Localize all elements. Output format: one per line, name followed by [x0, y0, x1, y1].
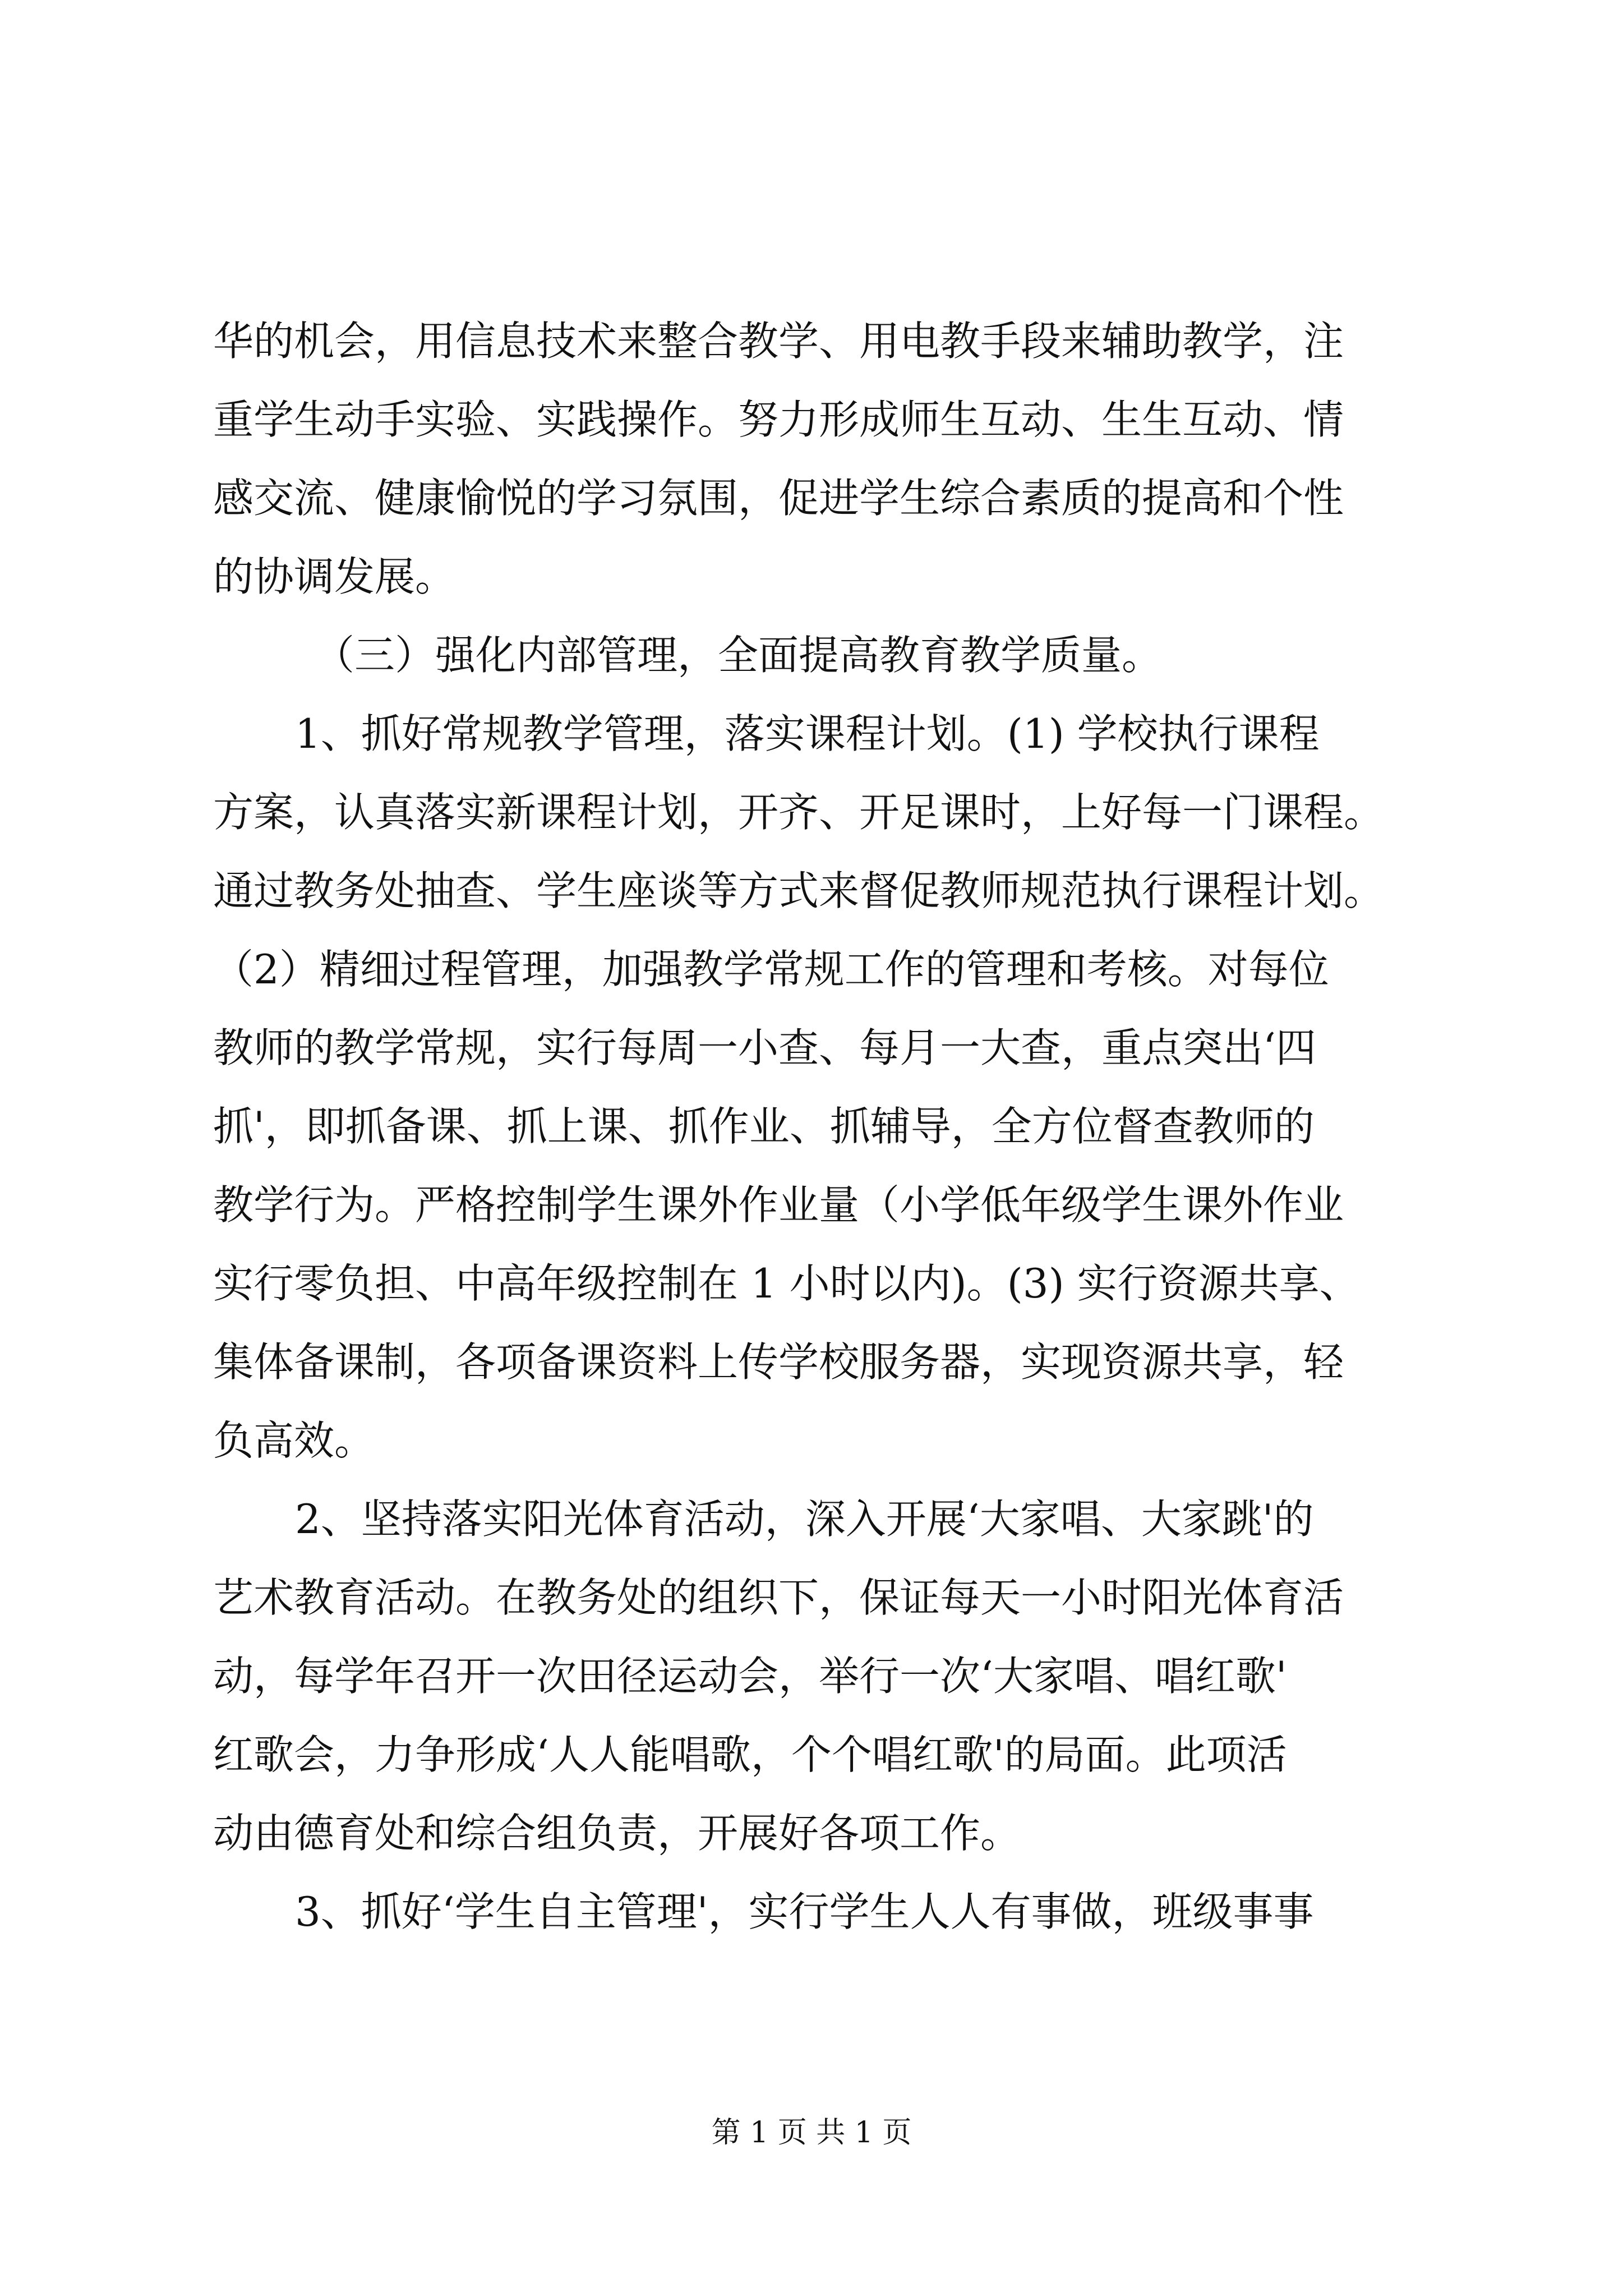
paragraph-line: 3、抓好‘学生自主管理'，实行学生人人有事做，班级事事 [295, 1888, 1314, 1935]
paragraph-line: 负高效。 [213, 1417, 375, 1464]
paragraph-line: 红歌会，力争形成‘人人能唱歌，个个唱红歌'的局面。此项活 [213, 1731, 1287, 1778]
paragraph-line: 实行零负担、中高年级控制在 1 小时以内)。(3) 实行资源共享、 [213, 1260, 1360, 1307]
section-heading: （三）强化内部管理，全面提高教育教学质量。 [314, 632, 1163, 679]
paragraph-line: 重学生动手实验、实践操作。努力形成师生互动、生生互动、情 [213, 396, 1344, 443]
paragraph-line: 的协调发展。 [213, 553, 456, 600]
page-footer: 第 1 页 共 1 页 [711, 2116, 912, 2150]
paragraph-line: 1、抓好常规教学管理，落实课程计划。(1) 学校执行课程 [295, 710, 1320, 757]
paragraph-line: （2）精细过程管理，加强教学常规工作的管理和考核。对每位 [213, 946, 1329, 993]
paragraph-line: 动，每学年召开一次田径运动会，举行一次‘大家唱、唱红歌' [213, 1653, 1287, 1700]
paragraph-line: 动由德育处和综合组负责，开展好各项工作。 [213, 1810, 1021, 1857]
paragraph-line: 通过教务处抽查、学生座谈等方式来督促教师规范执行课程计划。 [213, 867, 1385, 914]
paragraph-line: 教师的教学常规，实行每周一小查、每月一大查，重点突出‘四 [213, 1024, 1316, 1071]
paragraph-line: 教学行为。严格控制学生课外作业量（小学低年级学生课外作业 [213, 1181, 1344, 1228]
paragraph-line: 方案，认真落实新课程计划，开齐、开足课时，上好每一门课程。 [213, 789, 1385, 836]
paragraph-line: 集体备课制，各项备课资料上传学校服务器，实现资源共享，轻 [213, 1338, 1344, 1386]
paragraph-line: 感交流、健康愉悦的学习氛围，促进学生综合素质的提高和个性 [213, 475, 1344, 522]
paragraph-line: 2、坚持落实阳光体育活动，深入开展‘大家唱、大家跳'的 [295, 1496, 1314, 1543]
paragraph-line: 抓'，即抓备课、抓上课、抓作业、抓辅导，全方位督查教师的 [213, 1103, 1315, 1150]
paragraph-line: 华的机会，用信息技术来整合教学、用电教手段来辅助教学，注 [213, 318, 1344, 365]
paragraph-line: 艺术教育活动。在教务处的组织下，保证每天一小时阳光体育活 [213, 1574, 1344, 1621]
